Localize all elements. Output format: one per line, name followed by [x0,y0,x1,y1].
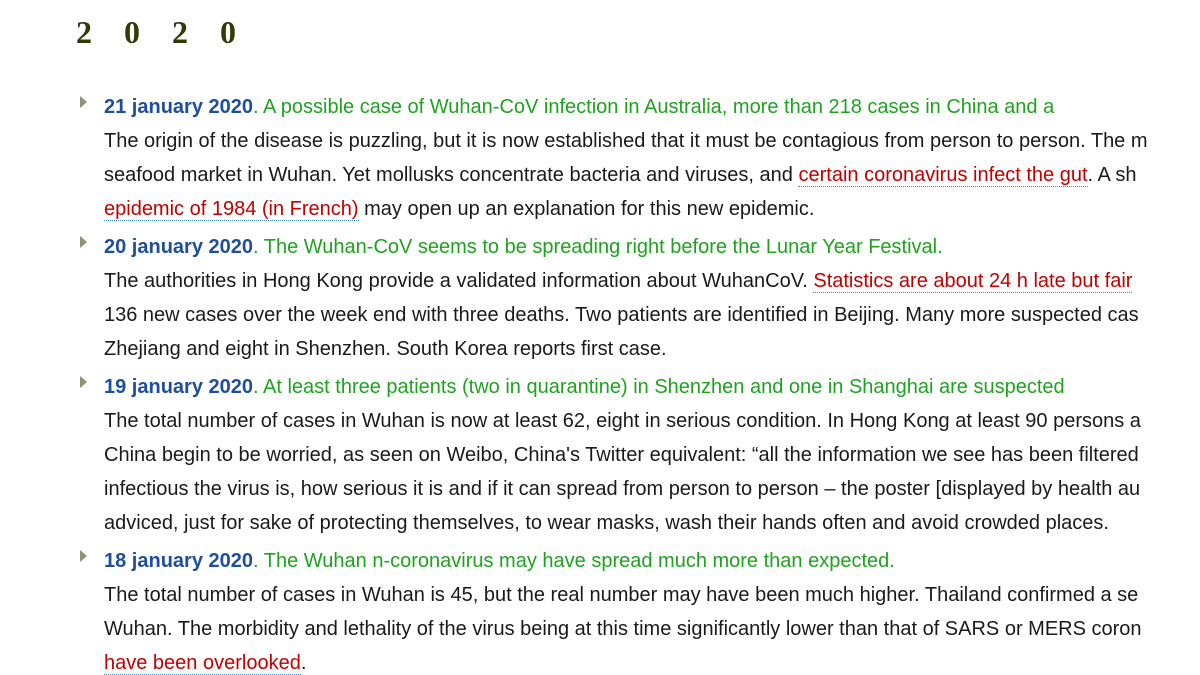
entry-date: 20 january 2020 [104,236,253,258]
entry-body-line: China begin to be worried, as seen on Weibo, China's Twitter equivalent: “all the information we see has been filtered [104,444,1139,466]
link-coronavirus-gut[interactable]: certain coronavirus infect the gut [798,164,1088,186]
entry-date: 18 january 2020 [104,550,253,572]
entry-title: . The Wuhan n-coronavirus may have spread much more than expected. [253,550,895,572]
entry-headline [104,370,1200,404]
entry-body-line [104,158,1200,192]
link-overlooked[interactable]: have been overlooked [104,652,301,674]
entry-headline [104,230,1200,264]
news-entry [0,90,1200,226]
news-entry [0,370,1200,540]
bullet-triangle-icon [80,550,87,562]
entry-body-line: 136 new cases over the week end with three deaths. Two patients are identified in Beijing. Many more suspected cas [104,304,1139,326]
entry-body-line [104,192,1200,226]
news-entries [0,90,1200,675]
bullet-triangle-icon [80,96,87,108]
entry-text: The authorities in Hong Kong provide a validated information about WuhanCoV. [104,270,814,292]
news-entry [0,544,1200,675]
entry-headline [104,544,1200,578]
entry-body-line [104,264,1200,298]
link-statistics[interactable]: Statistics are about 24 h late but fair [813,270,1133,292]
entry-date: 19 january 2020 [104,376,253,398]
bullet-triangle-icon [80,236,87,248]
entry-title: . At least three patients (two in quarantine) in Shenzhen and one in Shanghai are suspected [253,376,1065,398]
entry-text: . A sh [1087,164,1137,186]
entry-text: may open up an explanation for this new epidemic. [358,198,815,220]
entry-body-line [104,646,1200,675]
entry-headline [104,90,1200,124]
entry-body-line: infectious the virus is, how serious it is and if it can spread from person to person – the poster [displayed by health au [104,478,1141,500]
entry-body-line: The total number of cases in Wuhan is 45, but the real number may have been much higher. Thailand confirmed a se [104,584,1139,606]
entry-title: . A possible case of Wuhan-CoV infection in Australia, more than 218 cases in China and a [253,96,1055,118]
year-heading: 2 0 2 0 [76,14,248,50]
entry-text: . [300,652,307,674]
entry-title: . The Wuhan-CoV seems to be spreading right before the Lunar Year Festival. [253,236,943,258]
entry-text: seafood market in Wuhan. Yet mollusks concentrate bacteria and viruses, and [104,164,799,186]
entry-body-line: The origin of the disease is puzzling, but it is now established that it must be contagious from person to person. The m [104,130,1148,152]
entry-body-line: The total number of cases in Wuhan is now at least 62, eight in serious condition. In Hong Kong at least 90 persons a [104,410,1141,432]
entry-body-line: Zhejiang and eight in Shenzhen. South Korea reports first case. [104,338,667,360]
entry-body-line: Wuhan. The morbidity and lethality of the virus being at this time significantly lower than that of SARS or MERS coron [104,618,1142,640]
link-epidemic-1984[interactable]: epidemic of 1984 (in French) [104,198,359,220]
entry-date: 21 january 2020 [104,96,253,118]
entry-body-line: adviced, just for sake of protecting themselves, to wear masks, wash their hands often and avoid crowded places. [104,512,1109,534]
news-entry [0,230,1200,366]
bullet-triangle-icon [80,376,87,388]
